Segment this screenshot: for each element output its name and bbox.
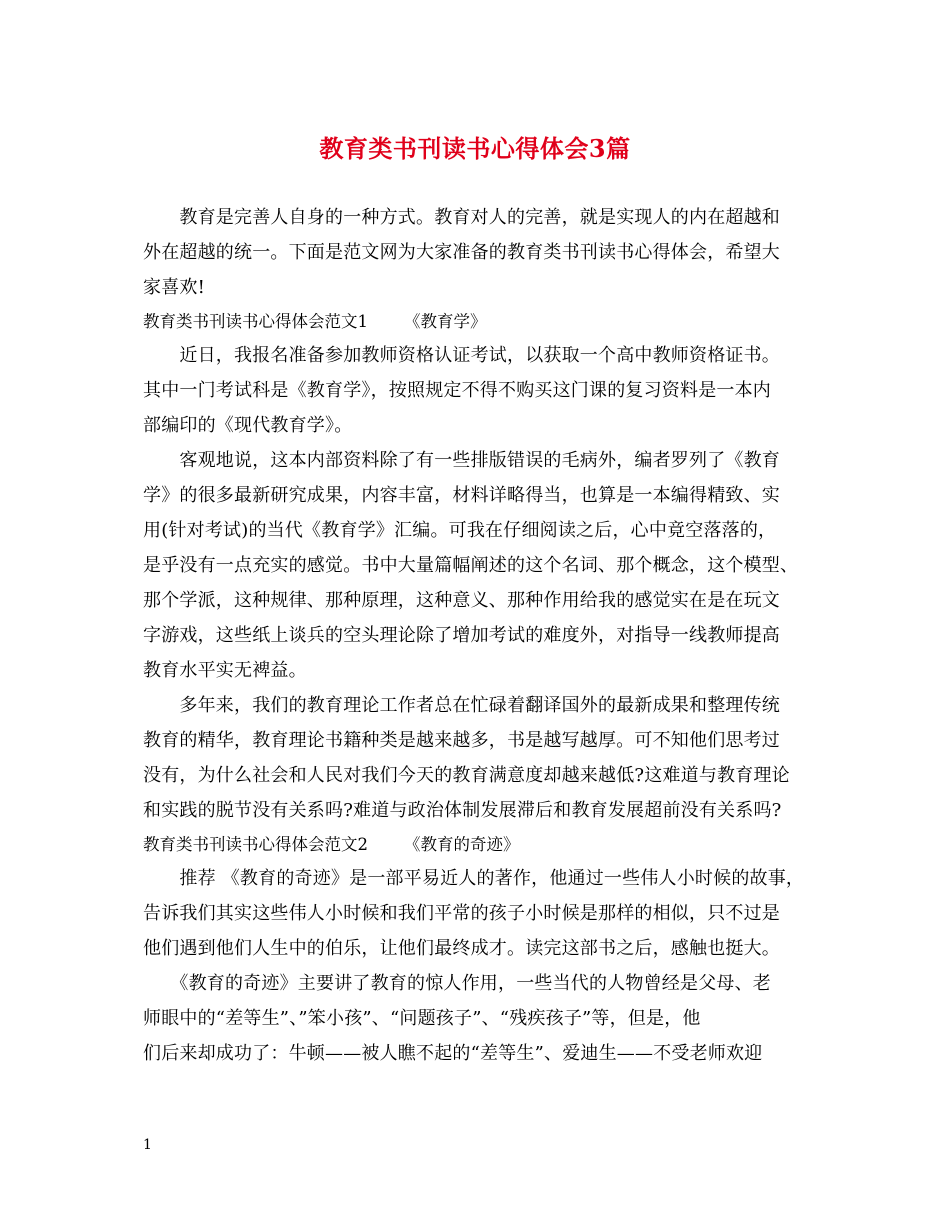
paragraph-line: 告诉我们其实这些伟人小时候和我们平常的孩子小时候是那样的相似，只不过是 bbox=[143, 903, 780, 924]
section-heading-2 bbox=[143, 828, 823, 861]
document-body bbox=[143, 200, 823, 1071]
page-number: 1 bbox=[143, 1137, 152, 1153]
paragraph-line: 学》的很多最新研究成果，内容丰富，材料详略得当，也算是一本编得精致、实 bbox=[143, 485, 780, 506]
section-heading-book: 《教育的奇迹》 bbox=[404, 835, 520, 854]
section-heading-label: 教育类书刊读书心得体会范文1 bbox=[143, 312, 368, 331]
paragraph-line: 部编印的《现代教育学》。 bbox=[143, 415, 353, 436]
paragraph-line: 《教育的奇迹》主要讲了教育的惊人作用，一些当代的人物曾经是父母、老 bbox=[143, 973, 771, 994]
paragraph-line: 他们遇到他们人生中的伯乐，让他们最终成才。读完这部书之后，感触也挺大。 bbox=[143, 938, 780, 959]
paragraph-line: 近日，我报名准备参加教师资格认证考试，以获取一个高中教师资格证书。 bbox=[143, 345, 780, 366]
intro-line: 家喜欢! bbox=[143, 277, 206, 298]
paragraph-line: 教育水平实无裨益。 bbox=[143, 660, 307, 681]
intro-line: 外在超越的统一。下面是范文网为大家准备的教育类书刊读书心得体会，希望大 bbox=[143, 242, 780, 263]
paragraph-line: 那个学派，这种规律、那种原理，这种意义、那种作用给我的感觉实在是在玩文 bbox=[143, 590, 780, 611]
paragraph-line: 推荐 《教育的奇迹》是一部平易近人的著作，他通过一些伟人小时候的故事， bbox=[143, 868, 805, 889]
section-heading-1 bbox=[143, 305, 823, 338]
paragraph-line: 字游戏，这些纸上谈兵的空头理论除了增加考试的难度外，对指导一线教师提高 bbox=[143, 625, 780, 646]
paragraph-line: 用(针对考试)的当代《教育学》汇编。可我在仔细阅读之后，心中竟空落落的， bbox=[143, 520, 777, 541]
paragraph-line: 多年来，我们的教育理论工作者总在忙碌着翻译国外的最新成果和整理传统 bbox=[143, 695, 780, 716]
section-heading-book: 《教育学》 bbox=[404, 312, 487, 331]
paragraph-line: 教育的精华，教育理论书籍种类是越来越多，书是越写越厚。可不知他们思考过 bbox=[143, 730, 780, 751]
paragraph-line: 和实践的脱节没有关系吗?难道与政治体制发展滞后和教育发展超前没有关系吗? bbox=[143, 800, 782, 821]
document-title: 教育类书刊读书心得体会3篇 bbox=[319, 134, 631, 163]
paragraph-line: 是乎没有一点充实的感觉。书中大量篇幅阐述的这个名词、那个概念，这个模型、 bbox=[143, 555, 799, 576]
paragraph-line: 其中一门考试科是《教育学》，按照规定不得不购买这门课的复习资料是一本内 bbox=[143, 380, 771, 401]
paragraph-line: 师眼中的“差等生”、”笨小孩”、“问题孩子”、“残疾孩子”等，但是，他 bbox=[143, 1008, 701, 1029]
paragraph-line: 客观地说，这本内部资料除了有一些排版错误的毛病外，编者罗列了《教育 bbox=[143, 450, 780, 471]
paragraph-line: 没有，为什么社会和人民对我们今天的教育满意度却越来越低?这难道与教育理论 bbox=[143, 765, 790, 786]
intro-line: 教育是完善人自身的一种方式。教育对人的完善，就是实现人的内在超越和 bbox=[143, 207, 780, 228]
paragraph-line: 们后来却成功了：牛顿——被人瞧不起的“差等生”、爱迪生——不受老师欢迎 bbox=[143, 1043, 763, 1064]
section-heading-label: 教育类书刊读书心得体会范文2 bbox=[143, 835, 368, 854]
